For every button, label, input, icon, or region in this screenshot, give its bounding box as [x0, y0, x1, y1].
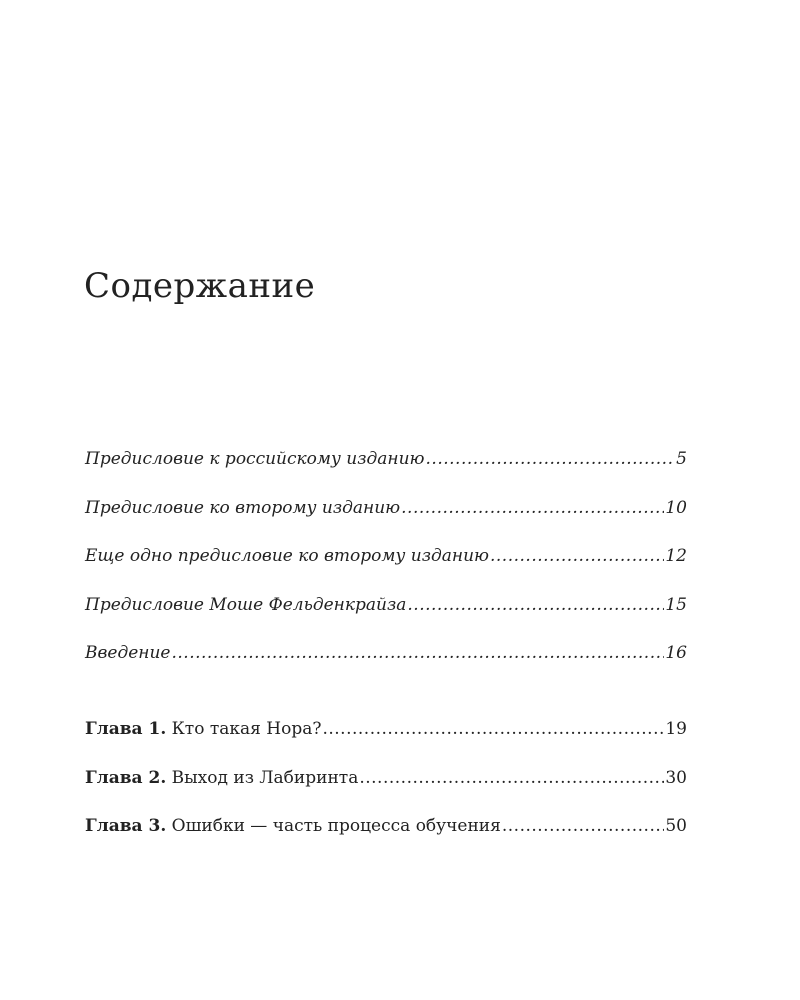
toc-entry-page: 50	[665, 816, 687, 836]
front-matter-list	[85, 446, 687, 689]
toc-entry[interactable]	[85, 543, 687, 592]
toc-entry-page: 15	[665, 594, 687, 615]
toc-entry-title: Предисловие к российскому изданию	[85, 449, 425, 469]
toc-entry-title	[85, 716, 321, 742]
page-title: Содержание	[84, 266, 316, 306]
chapter-title: Ошибки — часть процесса обучения	[171, 816, 501, 836]
toc-chapter-entry[interactable]	[85, 716, 687, 765]
dot-leader	[490, 543, 664, 569]
chapter-label: Глава 1.	[85, 719, 167, 739]
toc-entry-page: 19	[665, 719, 687, 739]
dot-leader	[426, 446, 676, 472]
dot-leader	[401, 495, 664, 521]
toc-entry[interactable]	[85, 446, 687, 495]
toc-entry-page: 5	[676, 449, 687, 469]
chapter-label: Глава 2.	[85, 767, 167, 788]
toc-entry-page: 12	[665, 546, 687, 566]
chapter-list	[85, 716, 687, 862]
toc-entry-title	[85, 765, 358, 791]
chapter-title: Выход из Лабиринта	[171, 767, 359, 788]
toc-entry-page: 10	[665, 497, 687, 518]
dot-leader	[407, 592, 664, 618]
chapter-label: Глава 3.	[85, 816, 167, 836]
toc-entry-title: Предисловие Моше Фельденкрайза	[85, 594, 407, 615]
dot-leader	[322, 716, 664, 742]
toc-entry-title: Предисловие ко второму изданию	[85, 497, 401, 518]
toc-entry-title	[85, 813, 501, 839]
toc-entry[interactable]	[85, 640, 687, 689]
dot-leader	[172, 640, 665, 666]
chapter-title: Кто такая Нора?	[171, 719, 322, 739]
toc-entry[interactable]	[85, 495, 687, 544]
toc-entry-page: 16	[665, 643, 687, 663]
toc-chapter-entry[interactable]	[85, 765, 687, 814]
toc-chapter-entry[interactable]	[85, 813, 687, 862]
toc-entry-title: Еще одно предисловие ко второму изданию	[85, 546, 489, 566]
toc-entry-title: Введение	[85, 643, 171, 663]
dot-leader	[502, 813, 665, 839]
toc-entry-page: 30	[665, 767, 687, 788]
dot-leader	[359, 765, 664, 791]
toc-entry[interactable]	[85, 592, 687, 641]
